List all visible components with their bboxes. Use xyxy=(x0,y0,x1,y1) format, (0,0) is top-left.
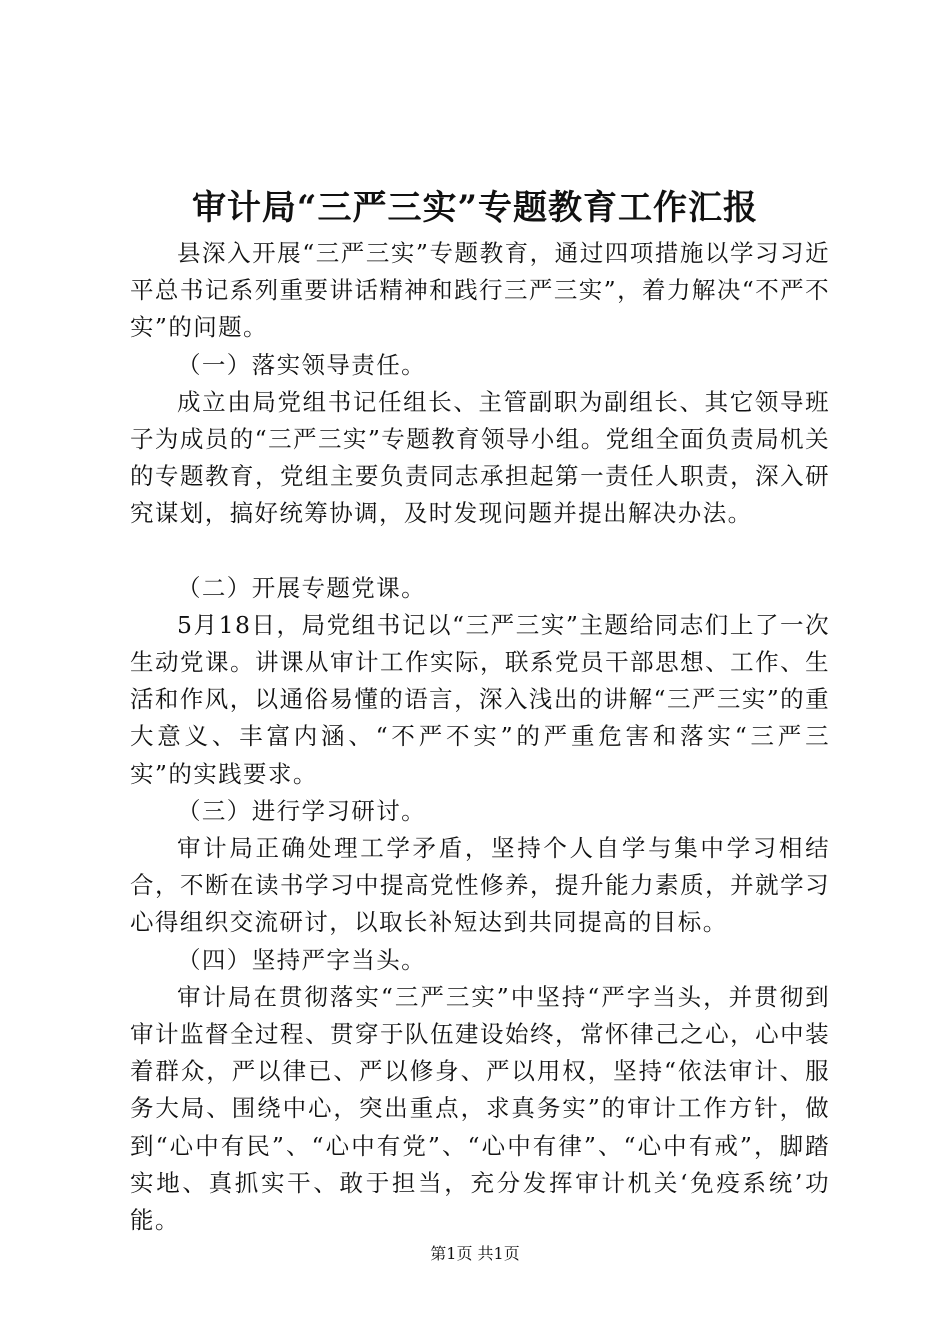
section-heading-4: （四）坚持严字当头。 xyxy=(177,945,426,974)
section-paragraph-4: 审计局在贯彻落实“三严三实”中坚持“严字当头，并贯彻到审计监督全过程、贯穿于队伍建设始终，常怀律己之心，心中装着群众，严以律已、严以修身、严以用权，坚持“依法审计、服务大局、围绕中心，突出重点，求真务实”的审计工作方针，做到“心中有民”、“心中有党”、“心中有律”、“心中有戒”，脚踏实地、真抓实干、敢于担当，充分发挥审计机关‘免疫系统’功能。 xyxy=(130,982,830,1235)
section-heading-3: （三）进行学习研讨。 xyxy=(177,796,426,825)
section-heading-2: （二）开展专题党课。 xyxy=(177,573,426,602)
document-body xyxy=(130,235,830,1239)
page-number-footer: 第1页 共1页 xyxy=(430,1244,520,1263)
intro-paragraph: 县深入开展“三严三实”专题教育，通过四项措施以学习习近平总书记系列重要讲话精神和践行三严三实”，着力解决“不严不实”的问题。 xyxy=(130,239,830,342)
section-paragraph-3: 审计局正确处理工学矛盾，坚持个人自学与集中学习相结合，不断在读书学习中提高党性修养，提升能力素质，并就学习心得组织交流研讨，以取长补短达到共同提高的目标。 xyxy=(130,834,830,937)
document-title: 审计局“三严三实”专题教育工作汇报 xyxy=(191,188,759,228)
section-paragraph-1: 成立由局党组书记任组长、主管副职为副组长、其它领导班子为成员的“三严三实”专题教育领导小组。党组全面负责局机关的专题教育，党组主要负责同志承担起第一责任人职责，深入研究谋划，搞好统筹协调，及时发现问题并提出解决办法。 xyxy=(130,387,830,528)
section-paragraph-2: 5月18日，局党组书记以“三严三实”主题给同志们上了一次生动党课。讲课从审计工作实际，联系党员干部思想、工作、生活和作风，以通俗易懂的语言，深入浅出的讲解“三严三实”的重大意义、丰富内涵、“不严不实”的严重危害和落实“三严三实”的实践要求。 xyxy=(130,610,830,788)
section-heading-1: （一）落实领导责任。 xyxy=(177,350,426,379)
